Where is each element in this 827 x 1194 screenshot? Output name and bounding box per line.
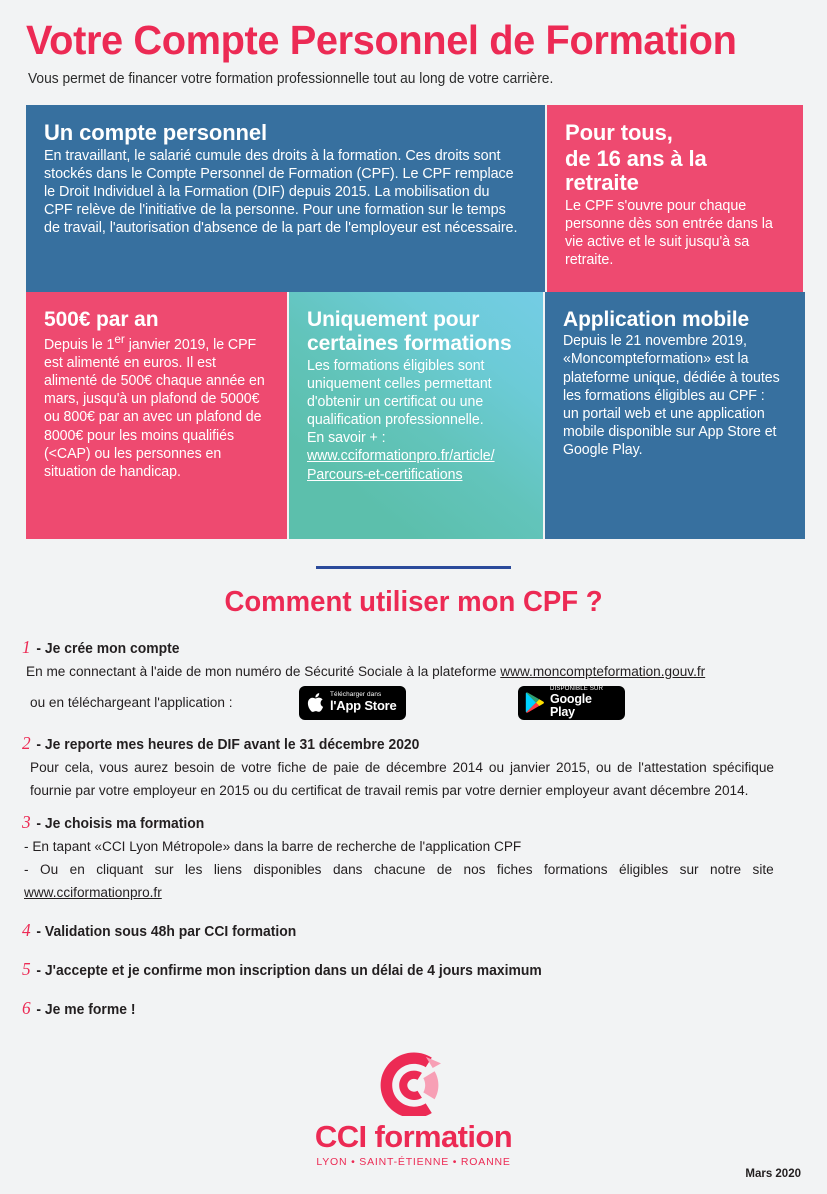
step-heading [22,959,774,980]
app-store-text [330,692,397,712]
step-title: Validation sous 48h par CCI formation [44,923,297,940]
panel-title: Un compte personnel [44,119,268,145]
step-dash: - [32,640,45,657]
spacer [22,905,805,920]
step-number: 4 [22,919,31,940]
step-1-text: En me connectant à l'aide de mon numéro de Sécurité Sociale à la plateforme [26,663,501,680]
panel-row-2 [26,292,801,539]
panel-link-line2[interactable]: Parcours-et-certifications [307,466,463,483]
store-badges-row [30,686,805,720]
logo-block [0,1050,827,1168]
panel-link-line1[interactable]: www.cciformationpro.fr/article/ [307,448,495,465]
step-4 [22,920,805,941]
section-title: Comment utiliser mon CPF ? [224,585,603,618]
step-dash: - [32,923,45,940]
panel-title-line2: de 16 ans à la retraite [565,145,707,196]
panel-body: Le CPF s'ouvre pour chaque personne dès son entrée dans la vie active et le suit jusqu'à sa retraite. [565,198,773,269]
panel-pour-tous [547,105,803,292]
header [0,0,827,89]
divider-line [316,566,511,569]
app-store-big: l'App Store [329,698,397,714]
panel-body [44,332,266,480]
panel-title: Application mobile [563,307,750,331]
step-title: Je reporte mes heures de DIF avant le 31 décembre 2020 [44,736,420,753]
body-superscript: er [114,332,125,347]
step-heading [22,920,774,941]
step-1-line1 [26,661,774,684]
spacer [22,720,805,733]
page-title: Votre Compte Personnel de Formation [26,17,737,63]
google-play-badge[interactable] [518,686,625,720]
step-3-bullet-2 [24,859,774,905]
step-6 [22,998,805,1019]
logo-cities: LYON • SAINT-ÉTIENNE • ROANNE [316,1156,511,1168]
step-title: Je crée mon compte [44,640,180,657]
panel-title-line1: Pour tous, [565,119,673,145]
step-heading [22,733,774,754]
app-store-small: Télécharger dans [329,691,382,699]
google-play-text [550,686,618,719]
step-5 [22,959,805,980]
step-title: Je choisis ma formation [44,815,205,832]
spacer [22,803,805,812]
step-2-body: Pour cela, vous aurez besoin de votre fiche de paie de décembre 2014 ou janvier 2015, ou de l'attestation spécifique fournie par votre employeur en 2015 ou du certificat de travail remis par votre dernier employeur avant décembre 2014. [30,759,774,799]
apple-icon [307,692,324,713]
step-heading [22,812,774,833]
panel-body-more: En savoir + : [307,430,386,447]
app-store-badge[interactable] [299,686,406,720]
step-2 [22,733,805,803]
step-dash: - [32,815,45,832]
step-title: Je me forme ! [44,1001,136,1018]
spacer [22,983,805,998]
step-number: 3 [22,811,31,832]
panel-row-1 [26,105,801,292]
google-play-small: DISPONIBLE SUR [549,686,604,693]
panel-500-euros-par-an [26,292,287,539]
page-subtitle: Vous permet de financer votre formation professionnelle tout au long de votre carrière. [28,71,554,88]
step-number: 5 [22,958,31,979]
panel-link[interactable] [307,447,522,483]
panel-title-line2: certaines formations [307,332,512,356]
step-1 [22,637,805,720]
spacer [22,944,805,959]
step-title: J'accepte et je confirme mon inscription dans un délai de 4 jours maximum [44,962,542,979]
cciformationpro-link[interactable]: www.cciformationpro.fr [24,884,162,901]
panel-uniquement-certaines-formations [289,292,543,539]
steps-list [22,637,805,1019]
panel-body: Depuis le 21 novembre 2019, «Moncompteformation» est la plateforme unique, dédiée à toutes les formations éligibles au CPF : un portail web et une application mobile disponible sur App Store et Google Play. [563,333,780,458]
step-3-bullet-1: - En tapant «CCI Lyon Métropole» dans la barre de recherche de l'application CPF [24,838,522,855]
google-play-big: Google Play [549,691,592,719]
cci-logo-icon [378,1050,450,1116]
step-dash: - [32,962,45,979]
panel-body: En travaillant, le salarié cumule des droits à la formation. Ces droits sont stockés dans le Compte Personnel de Formation (CPF). Le CPF remplace le Droit Individuel à la Formation (DIF) depuis 2015. La mobilisation du CPF relève de l'initiative de la personne. Pour une formation sur le temps de travail, l'autorisation d'absence de la part de l'employeur est nécessaire. [44,147,518,236]
step-3 [22,812,805,905]
google-play-icon [525,692,544,713]
step-dash: - [32,1001,45,1018]
step-number: 6 [22,997,31,1018]
section-divider-wrap [0,556,827,574]
body-prefix: Depuis le 1 [44,337,115,354]
moncompteformation-link[interactable]: www.moncompteformation.gouv.fr [500,663,706,680]
panel-body: Les formations éligibles sont uniquement celles permettant d'obtenir un certificat ou une qualification professionnelle. [307,358,492,429]
step-number: 1 [22,636,31,657]
step-number: 2 [22,732,31,753]
logo-name: CCI formation [314,1119,513,1154]
step-heading [22,637,774,658]
panel-application-mobile [545,292,805,539]
step-dash: - [32,736,45,753]
footer-date: Mars 2020 [745,1168,801,1180]
step-3-bullet-2-text: - Ou en cliquant sur les liens disponibles dans chacune de nos fiches formations éligibles sur notre site [24,861,774,878]
panel-grid [26,105,801,539]
panel-title-line1: Uniquement pour [307,307,480,331]
body-rest: janvier 2019, le CPF est alimenté en euros. Il est alimenté de 500€ chaque année en mars, jusqu'à un plafond de 5000€ ou 800€ par an avec un plafond de 8000€ pour les moins qualifiés (<CAP) ou les personnes en situation de handicap. [44,337,265,480]
step-1-line2: ou en téléchargeant l'application : [30,694,233,711]
panel-title: 500€ par an [44,307,159,331]
panel-un-compte-personnel [26,105,545,292]
step-heading [22,998,774,1019]
